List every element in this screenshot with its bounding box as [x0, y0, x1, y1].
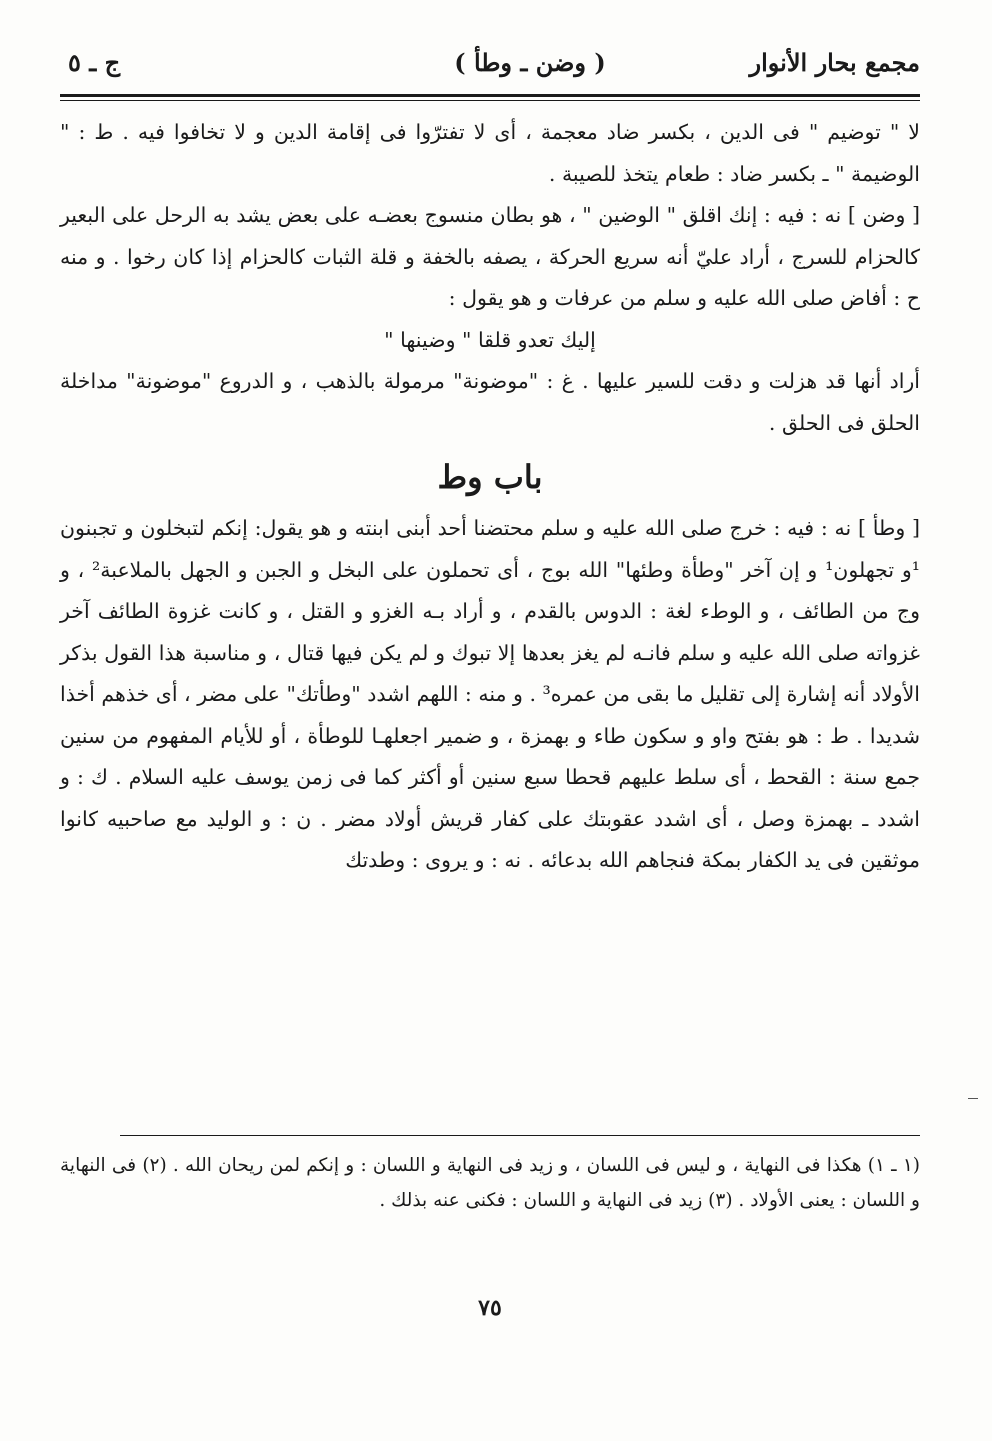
- footnote-text: (١ ـ ١) هكذا فى النهاية ، و ليس فى اللسان ، و زيد فى النهاية و اللسان : و إنكم لمن ريحان الله . (٢) فى النهاية و اللسان : يعنى الأولاد . (٣) زيد فى النهاية و اللسان : فكنى عنه بذلك .: [60, 1155, 920, 1211]
- margin-mark: [968, 1098, 978, 1099]
- footnote-rule: [120, 1135, 920, 1136]
- volume-label: ج ـ ٥: [68, 48, 121, 77]
- page-number: ٧٥: [478, 1295, 502, 1321]
- book-page: [60, 30, 920, 1410]
- footnotes: [60, 1148, 920, 1218]
- book-title: مجمع بحار الأنوار: [749, 48, 920, 77]
- page-header: [60, 42, 920, 92]
- paragraph-1: لا " توضيم " فى الدين ، بكسر ضاد معجمة ، أى لا تفترّوا فى إقامة الدين و لا تخافوا فيه . ط : " الوضيمة " ـ بكسر ضاد : طعام يتخذ للصيبة .: [60, 120, 920, 186]
- paragraph-4: [ وطأ ] نه : فيه : خرج صلى الله عليه و سلم محتضنا أحد أبنى ابنته و هو يقول: إنكم لتبخلون و تجبنون ¹و تجهلون¹ و إن آخر "وطأة وطئها" الله بوج ، أى تحملون على البخل و الجبن و الجهل بالملاعبة² ، و وج من الطائف ، و الوطء لغة : الدوس بالقدم ، و أراد بـه الغزو و القتل ، و كانت غزوة الطائف آخر غزواته صلى الله عليه و سلم فانـه لم يغز بعدها إلا تبوك و لم يكن فيها قتال ، و مناسبة هذا القول بذكر الأولاد أنه إشارة إلى تقليل ما بقى من عمره³ . و منه : اللهم اشدد "وطأتك" على مضر ، أى خذهم أخذا شديدا . ط : هو بفتح واو و سكون طاء و بهمزة ، و ضمير اجعلهـا للوطأة ، أو للأيام المفهوم من سنين جمع سنة : القحط ، أى سلط عليهم قحطا سبع سنين أو أكثر كما فى زمن يوسف عليه السلام . ك : و اشدد ـ بهمزة وصل ، أى اشدد عقوبتك على كفار قريش أولاد مضر . ن : و الوليد مع صاحبيه كانوا موثقين فى يد الكفار بمكة فنجاهم الله بدعائه . نه : و يروى : وطدتك: [60, 516, 921, 872]
- main-text: [60, 112, 920, 882]
- header-rule: [60, 94, 920, 97]
- header-rule-thin: [60, 100, 920, 101]
- entry-range: ( وضن ـ وطأ ): [454, 48, 606, 77]
- paragraph-2: [ وضن ] نه : فيه : إنك اقلق " الوضين " ، هو بطان منسوج بعضـه على بعض يشد به الرحل على البعير كالحزام للسرج ، أراد عليّ أنه سريع الحركة ، يصفه بالخفة و قلة الثبات كالحزام إذا كان رخوا . و منه ح : أفاض صلى الله عليه و سلم من عرفات و هو يقول :: [60, 203, 920, 310]
- verse-line: إليك تعدو قلقا " وضينها ": [384, 327, 596, 352]
- paragraph-3: أراد أنها قد هزلت و دقت للسير عليها . غ : "موضونة" مرمولة بالذهب ، و الدروع "موضونة" مداخلة الحلق فى الحلق .: [60, 369, 920, 435]
- chapter-heading: باب وط: [437, 458, 543, 496]
